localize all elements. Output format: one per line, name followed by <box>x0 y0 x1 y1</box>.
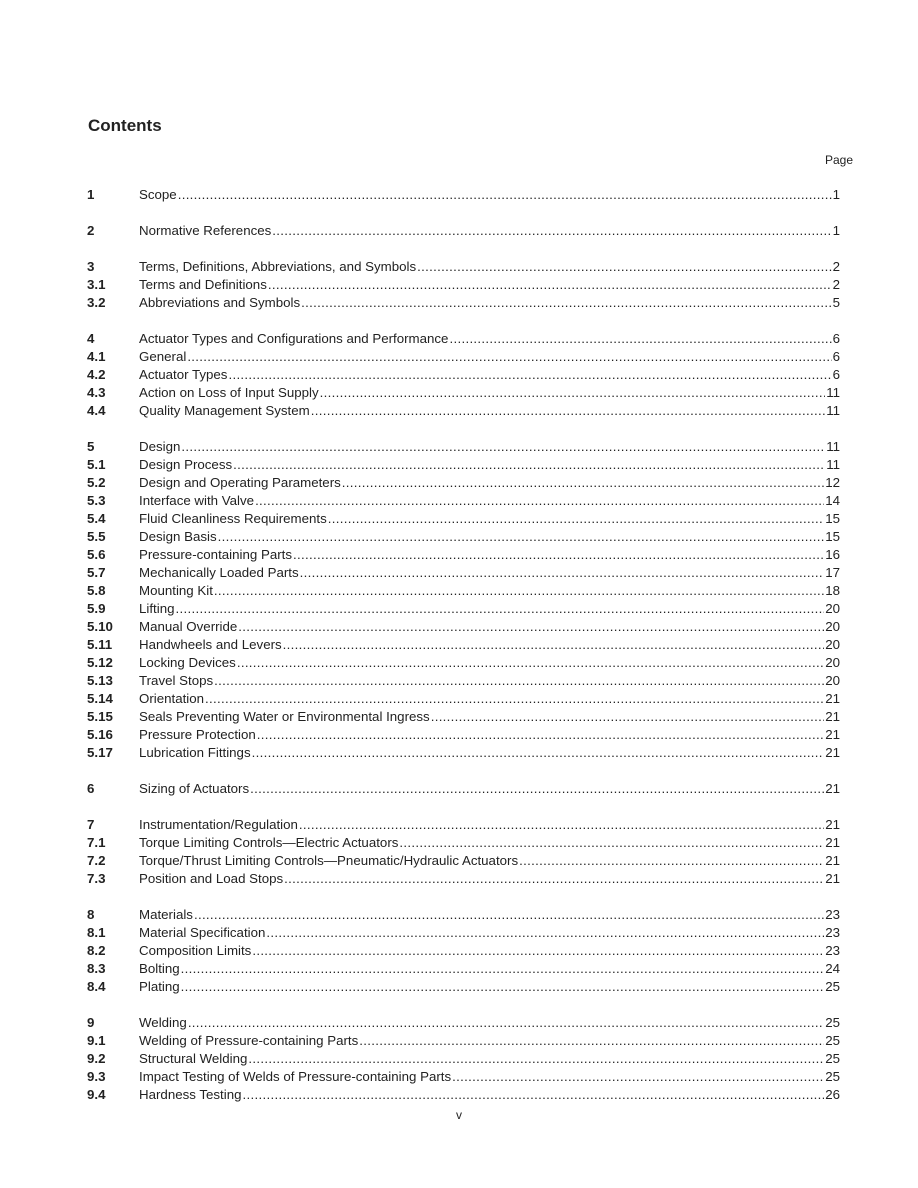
toc-entry-title: Actuator Types and Configurations and Performance <box>139 331 449 346</box>
toc-section-group <box>87 186 840 204</box>
toc-entry-title: Impact Testing of Welds of Pressure-containing Parts <box>139 1069 452 1084</box>
toc-dot-leader <box>311 402 825 420</box>
toc-entry-page: 12 <box>825 475 840 490</box>
toc-entry[interactable] <box>87 528 840 546</box>
toc-dot-leader <box>243 1086 825 1104</box>
toc-dot-leader <box>181 978 825 996</box>
toc-entry[interactable] <box>87 942 840 960</box>
toc-entry-title: Terms, Definitions, Abbreviations, and Symbols <box>139 259 417 274</box>
toc-entry[interactable] <box>87 510 840 528</box>
toc-entry-page: 21 <box>825 745 840 760</box>
toc-entry-page: 21 <box>825 853 840 868</box>
toc-entry-page: 24 <box>825 961 840 976</box>
toc-section-group <box>87 1014 840 1104</box>
toc-entry[interactable] <box>87 636 840 654</box>
toc-entry-number: 5.10 <box>87 619 113 634</box>
toc-section-group <box>87 330 840 420</box>
toc-entry-title: Torque/Thrust Limiting Controls—Pneumatic/Hydraulic Actuators <box>139 853 519 868</box>
toc-entry-title: Design Basis <box>139 529 217 544</box>
toc-dot-leader <box>233 456 825 474</box>
toc-entry-number: 5.2 <box>87 475 106 490</box>
toc-entry-number: 9 <box>87 1015 95 1030</box>
toc-entry-number: 5.6 <box>87 547 106 562</box>
toc-entry-page: 25 <box>825 1033 840 1048</box>
toc-entry-number: 4.1 <box>87 349 106 364</box>
toc-entry-page: 21 <box>825 691 840 706</box>
toc-entry[interactable] <box>87 456 840 474</box>
toc-entry-title: Pressure-containing Parts <box>139 547 292 562</box>
toc-entry-page: 15 <box>825 529 840 544</box>
toc-section-group <box>87 906 840 996</box>
toc-entry-page: 14 <box>825 493 840 508</box>
toc-entry-page: 6 <box>832 331 840 346</box>
toc-dot-leader <box>214 582 824 600</box>
toc-dot-leader <box>214 672 824 690</box>
toc-entry-number: 4.4 <box>87 403 106 418</box>
toc-entry-number: 3.1 <box>87 277 106 292</box>
toc-entry[interactable] <box>87 672 840 690</box>
toc-entry-page: 20 <box>825 673 840 688</box>
toc-entry-page: 20 <box>825 637 840 652</box>
toc-entry-page: 21 <box>825 727 840 742</box>
page-column-label: Page <box>824 153 853 167</box>
toc-entry-title: Handwheels and Levers <box>139 637 282 652</box>
toc-entry-page: 25 <box>825 1051 840 1066</box>
toc-entry-title: Pressure Protection <box>139 727 256 742</box>
toc-entry[interactable] <box>87 366 840 384</box>
toc-entry-number: 8 <box>87 907 95 922</box>
toc-entry-number: 5.15 <box>87 709 113 724</box>
toc-entry-number: 5.11 <box>87 637 113 652</box>
toc-entry-number: 5.12 <box>87 655 113 670</box>
toc-section-group <box>87 258 840 312</box>
toc-entry[interactable] <box>87 402 840 420</box>
toc-entry[interactable] <box>87 834 840 852</box>
toc-dot-leader <box>299 816 824 834</box>
toc-dot-leader <box>257 726 824 744</box>
toc-entry-number: 5.16 <box>87 727 113 742</box>
toc-entry[interactable] <box>87 294 840 312</box>
toc-entry-title: Normative References <box>139 223 272 238</box>
toc-entry-title: Interface with Valve <box>139 493 255 508</box>
footer-page-number: v <box>456 1108 462 1122</box>
toc-entry-title: Plating <box>139 979 180 994</box>
toc-dot-leader <box>248 1050 824 1068</box>
toc-dot-leader <box>266 924 824 942</box>
toc-entry-page: 21 <box>825 781 840 796</box>
toc-entry-page: 6 <box>832 349 840 364</box>
toc-entry-page: 23 <box>825 925 840 940</box>
toc-entry-title: Mechanically Loaded Parts <box>139 565 299 580</box>
toc-entry-number: 5.3 <box>87 493 106 508</box>
toc-entry-number: 5 <box>87 439 95 454</box>
toc-entry-title: Material Specification <box>139 925 266 940</box>
toc-entry-number: 8.3 <box>87 961 106 976</box>
toc-entry-page: 21 <box>825 709 840 724</box>
toc-dot-leader <box>268 276 832 294</box>
toc-entry[interactable] <box>87 600 840 618</box>
toc-entry-page: 20 <box>825 619 840 634</box>
toc-dot-leader <box>187 348 831 366</box>
toc-entry-page: 20 <box>825 601 840 616</box>
toc-entry-title: Design and Operating Parameters <box>139 475 341 490</box>
toc-entry[interactable] <box>87 492 840 510</box>
toc-entry-number: 4 <box>87 331 95 346</box>
toc-section-group <box>87 438 840 762</box>
toc-entry-number: 7.2 <box>87 853 106 868</box>
page-title: Contents <box>88 116 162 135</box>
toc-entry-number: 9.3 <box>87 1069 106 1084</box>
toc-entry-page: 2 <box>832 259 840 274</box>
toc-dot-leader <box>301 294 831 312</box>
toc-dot-leader <box>181 960 825 978</box>
toc-entry-page: 25 <box>825 1015 840 1030</box>
toc-entry-page: 25 <box>825 1069 840 1084</box>
toc-entry-title: Locking Devices <box>139 655 236 670</box>
toc-entry[interactable] <box>87 978 840 996</box>
toc-entry-title: Seals Preventing Water or Environmental Ingress <box>139 709 430 724</box>
toc-dot-leader <box>399 834 824 852</box>
toc-entry[interactable] <box>87 1068 840 1086</box>
toc-entry-page: 11 <box>826 457 840 472</box>
toc-entry-number: 6 <box>87 781 95 796</box>
toc-entry[interactable] <box>87 1086 840 1104</box>
toc-entry-title: Hardness Testing <box>139 1087 242 1102</box>
toc-section-group <box>87 780 840 798</box>
toc-entry-page: 21 <box>825 817 840 832</box>
toc-entry[interactable] <box>87 186 840 204</box>
toc-entry-title: Bolting <box>139 961 180 976</box>
toc-dot-leader <box>181 438 825 456</box>
toc-entry[interactable] <box>87 564 840 582</box>
toc-entry-page: 16 <box>825 547 840 562</box>
toc-dot-leader <box>252 744 825 762</box>
toc-entry-number: 8.2 <box>87 943 106 958</box>
toc-entry-title: Position and Load Stops <box>139 871 284 886</box>
toc-dot-leader <box>284 870 824 888</box>
toc-entry-number: 3.2 <box>87 295 106 310</box>
toc-dot-leader <box>283 636 825 654</box>
toc-entry[interactable] <box>87 330 840 348</box>
toc-entry-number: 1 <box>87 187 95 202</box>
toc-entry-page: 21 <box>825 835 840 850</box>
toc-entry-page: 11 <box>826 385 840 400</box>
toc-entry-page: 6 <box>832 367 840 382</box>
toc-dot-leader <box>178 186 832 204</box>
toc-entry-page: 5 <box>832 295 840 310</box>
toc-entry[interactable] <box>87 1032 840 1050</box>
toc-entry[interactable] <box>87 708 840 726</box>
toc-entry[interactable] <box>87 348 840 366</box>
toc-entry-title: Abbreviations and Symbols <box>139 295 301 310</box>
toc-dot-leader <box>175 600 824 618</box>
toc-entry-page: 23 <box>825 943 840 958</box>
toc-entry-number: 8.4 <box>87 979 106 994</box>
toc-entry-title: Manual Override <box>139 619 238 634</box>
toc-dot-leader <box>188 1014 824 1032</box>
toc-entry[interactable] <box>87 582 840 600</box>
toc-entry-number: 5.7 <box>87 565 106 580</box>
toc-entry-title: Design Process <box>139 457 233 472</box>
toc-entry[interactable] <box>87 780 840 798</box>
toc-entry[interactable] <box>87 852 840 870</box>
toc-entry-title: Terms and Definitions <box>139 277 267 292</box>
toc-dot-leader <box>238 618 824 636</box>
table-of-contents <box>87 186 840 1104</box>
toc-entry-number: 5.5 <box>87 529 106 544</box>
toc-dot-leader <box>250 780 824 798</box>
toc-entry[interactable] <box>87 654 840 672</box>
toc-dot-leader <box>320 384 826 402</box>
toc-entry[interactable] <box>87 438 840 456</box>
toc-section-group <box>87 222 840 240</box>
toc-dot-leader <box>452 1068 824 1086</box>
toc-entry[interactable] <box>87 924 840 942</box>
toc-entry-title: Orientation <box>139 691 205 706</box>
toc-entry-number: 5.13 <box>87 673 113 688</box>
toc-entry-number: 2 <box>87 223 95 238</box>
toc-entry-number: 8.1 <box>87 925 106 940</box>
toc-entry-number: 7 <box>87 817 95 832</box>
toc-entry-number: 9.1 <box>87 1033 106 1048</box>
toc-entry[interactable] <box>87 258 840 276</box>
toc-entry-title: Instrumentation/Regulation <box>139 817 298 832</box>
toc-entry-page: 1 <box>832 223 840 238</box>
toc-entry-number: 7.1 <box>87 835 106 850</box>
toc-entry-title: Mounting Kit <box>139 583 213 598</box>
toc-entry-title: Fluid Cleanliness Requirements <box>139 511 327 526</box>
toc-entry-title: Welding of Pressure-containing Parts <box>139 1033 359 1048</box>
toc-entry-number: 3 <box>87 259 95 274</box>
toc-entry[interactable] <box>87 960 840 978</box>
toc-entry[interactable] <box>87 222 840 240</box>
toc-dot-leader <box>431 708 825 726</box>
toc-entry-page: 1 <box>832 187 840 202</box>
toc-entry[interactable] <box>87 816 840 834</box>
toc-entry[interactable] <box>87 546 840 564</box>
toc-dot-leader <box>252 942 824 960</box>
toc-entry-page: 20 <box>825 655 840 670</box>
toc-entry-page: 21 <box>825 871 840 886</box>
toc-entry-title: Lubrication Fittings <box>139 745 251 760</box>
toc-entry-number: 5.17 <box>87 745 113 760</box>
toc-entry-title: Welding <box>139 1015 187 1030</box>
toc-entry-page: 23 <box>825 907 840 922</box>
toc-entry[interactable] <box>87 618 840 636</box>
toc-entry-number: 9.2 <box>87 1051 106 1066</box>
toc-entry[interactable] <box>87 744 840 762</box>
toc-entry-page: 18 <box>825 583 840 598</box>
toc-entry[interactable] <box>87 906 840 924</box>
toc-entry-number: 5.1 <box>87 457 106 472</box>
toc-entry-page: 25 <box>825 979 840 994</box>
toc-entry-title: Design <box>139 439 181 454</box>
toc-dot-leader <box>359 1032 824 1050</box>
toc-entry[interactable] <box>87 1014 840 1032</box>
toc-entry-title: Sizing of Actuators <box>139 781 250 796</box>
toc-entry-title: Structural Welding <box>139 1051 248 1066</box>
toc-entry-number: 7.3 <box>87 871 106 886</box>
toc-entry[interactable] <box>87 690 840 708</box>
toc-entry-number: 5.8 <box>87 583 106 598</box>
toc-dot-leader <box>417 258 831 276</box>
toc-entry-title: Materials <box>139 907 193 922</box>
toc-dot-leader <box>449 330 831 348</box>
toc-entry[interactable] <box>87 870 840 888</box>
toc-entry-title: General <box>139 349 187 364</box>
toc-entry-number: 5.14 <box>87 691 113 706</box>
toc-entry-title: Actuator Types <box>139 367 228 382</box>
toc-entry[interactable] <box>87 726 840 744</box>
toc-dot-leader <box>293 546 824 564</box>
toc-entry-number: 4.2 <box>87 367 106 382</box>
toc-dot-leader <box>205 690 824 708</box>
toc-entry-page: 15 <box>825 511 840 526</box>
toc-dot-leader <box>237 654 824 672</box>
toc-section-group <box>87 816 840 888</box>
toc-dot-leader <box>228 366 831 384</box>
toc-dot-leader <box>342 474 824 492</box>
toc-entry-page: 11 <box>826 403 840 418</box>
toc-entry-number: 5.9 <box>87 601 106 616</box>
toc-entry-page: 17 <box>825 565 840 580</box>
toc-entry[interactable] <box>87 1050 840 1068</box>
toc-entry-page: 11 <box>826 439 840 454</box>
toc-dot-leader <box>328 510 824 528</box>
toc-dot-leader <box>272 222 831 240</box>
toc-entry[interactable] <box>87 276 840 294</box>
toc-entry-title: Action on Loss of Input Supply <box>139 385 319 400</box>
toc-dot-leader <box>519 852 824 870</box>
toc-entry-title: Scope <box>139 187 177 202</box>
toc-entry-title: Composition Limits <box>139 943 252 958</box>
toc-entry-page: 26 <box>825 1087 840 1102</box>
toc-entry-number: 9.4 <box>87 1087 106 1102</box>
toc-dot-leader <box>218 528 825 546</box>
toc-entry-title: Quality Management System <box>139 403 310 418</box>
toc-entry-page: 2 <box>832 277 840 292</box>
toc-dot-leader <box>194 906 824 924</box>
toc-entry-title: Lifting <box>139 601 175 616</box>
toc-entry-title: Torque Limiting Controls—Electric Actuators <box>139 835 399 850</box>
toc-entry-number: 4.3 <box>87 385 106 400</box>
toc-dot-leader <box>255 492 824 510</box>
toc-dot-leader <box>300 564 825 582</box>
toc-entry[interactable] <box>87 474 840 492</box>
toc-entry-number: 5.4 <box>87 511 106 526</box>
toc-entry-title: Travel Stops <box>139 673 214 688</box>
toc-entry[interactable] <box>87 384 840 402</box>
